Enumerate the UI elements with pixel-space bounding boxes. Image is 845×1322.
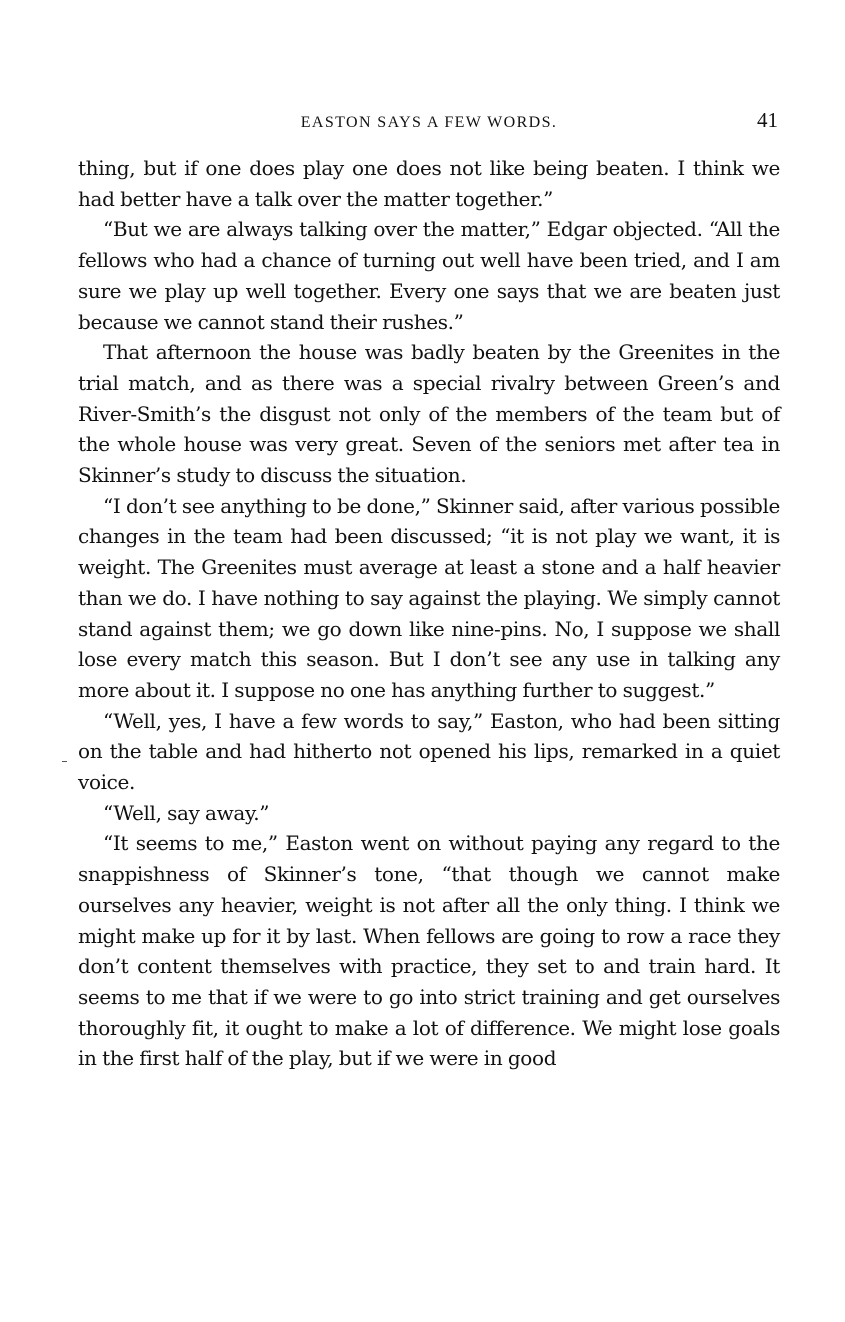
paragraph-continuation: thing, but if one does play one does not like being beaten. I think we had better have a talk over the matter together.” bbox=[78, 156, 780, 211]
running-title: EASTON SAYS A FEW WORDS. bbox=[300, 114, 558, 131]
paragraph: That afternoon the house was badly beaten by the Greenites in the trial match, and as there was a special rivalry between Green’s and River-Smith’s the disgust not only of the members of the team but of the whole house was very great. Seven of the seniors met after tea in Skinner’s study to discuss the situation. bbox=[78, 340, 780, 488]
running-header bbox=[78, 108, 780, 135]
body-text bbox=[78, 153, 780, 1074]
page-number: 41 bbox=[757, 108, 778, 132]
paragraph: “Well, say away.” bbox=[103, 800, 270, 825]
margin-mark bbox=[62, 761, 67, 762]
paragraph: “It seems to me,” Easton went on without paying any regard to the snappishness of Skinner’s tone, “that though we cannot make ourselves any heavier, weight is not after all the only thing. I think we might make up for it by last. When fellows are going to row a race they don’t content themselves with practice, they set to and train hard. It seems to me that if we were to go into strict training and get ourselves thoroughly fit, it ought to make a lot of difference. We might lose goals in the first half of the play, but if we were in good bbox=[78, 831, 780, 1071]
paragraph: “I don’t see anything to be done,” Skinner said, after various possible changes in the team had been discussed; “it is not play we want, it is weight. The Greenites must average at least a stone and a half heavier than we do. I have nothing to say against the playing. We simply cannot stand against them; we go down like nine-pins. No, I suppose we shall lose every match this season. But I don’t see any use in talking any more about it. I suppose no one has anything further to suggest.” bbox=[78, 493, 780, 702]
paragraph: “But we are always talking over the matter,” Edgar objected. “All the fellows who had a chance of turning out well have been tried, and I am sure we play up well together. Every one says that we are beaten just because we cannot stand their rushes.” bbox=[78, 217, 780, 334]
paragraph: “Well, yes, I have a few words to say,” Easton, who had been sitting on the table and had hitherto not opened his lips, remarked in a quiet voice. bbox=[78, 708, 780, 795]
